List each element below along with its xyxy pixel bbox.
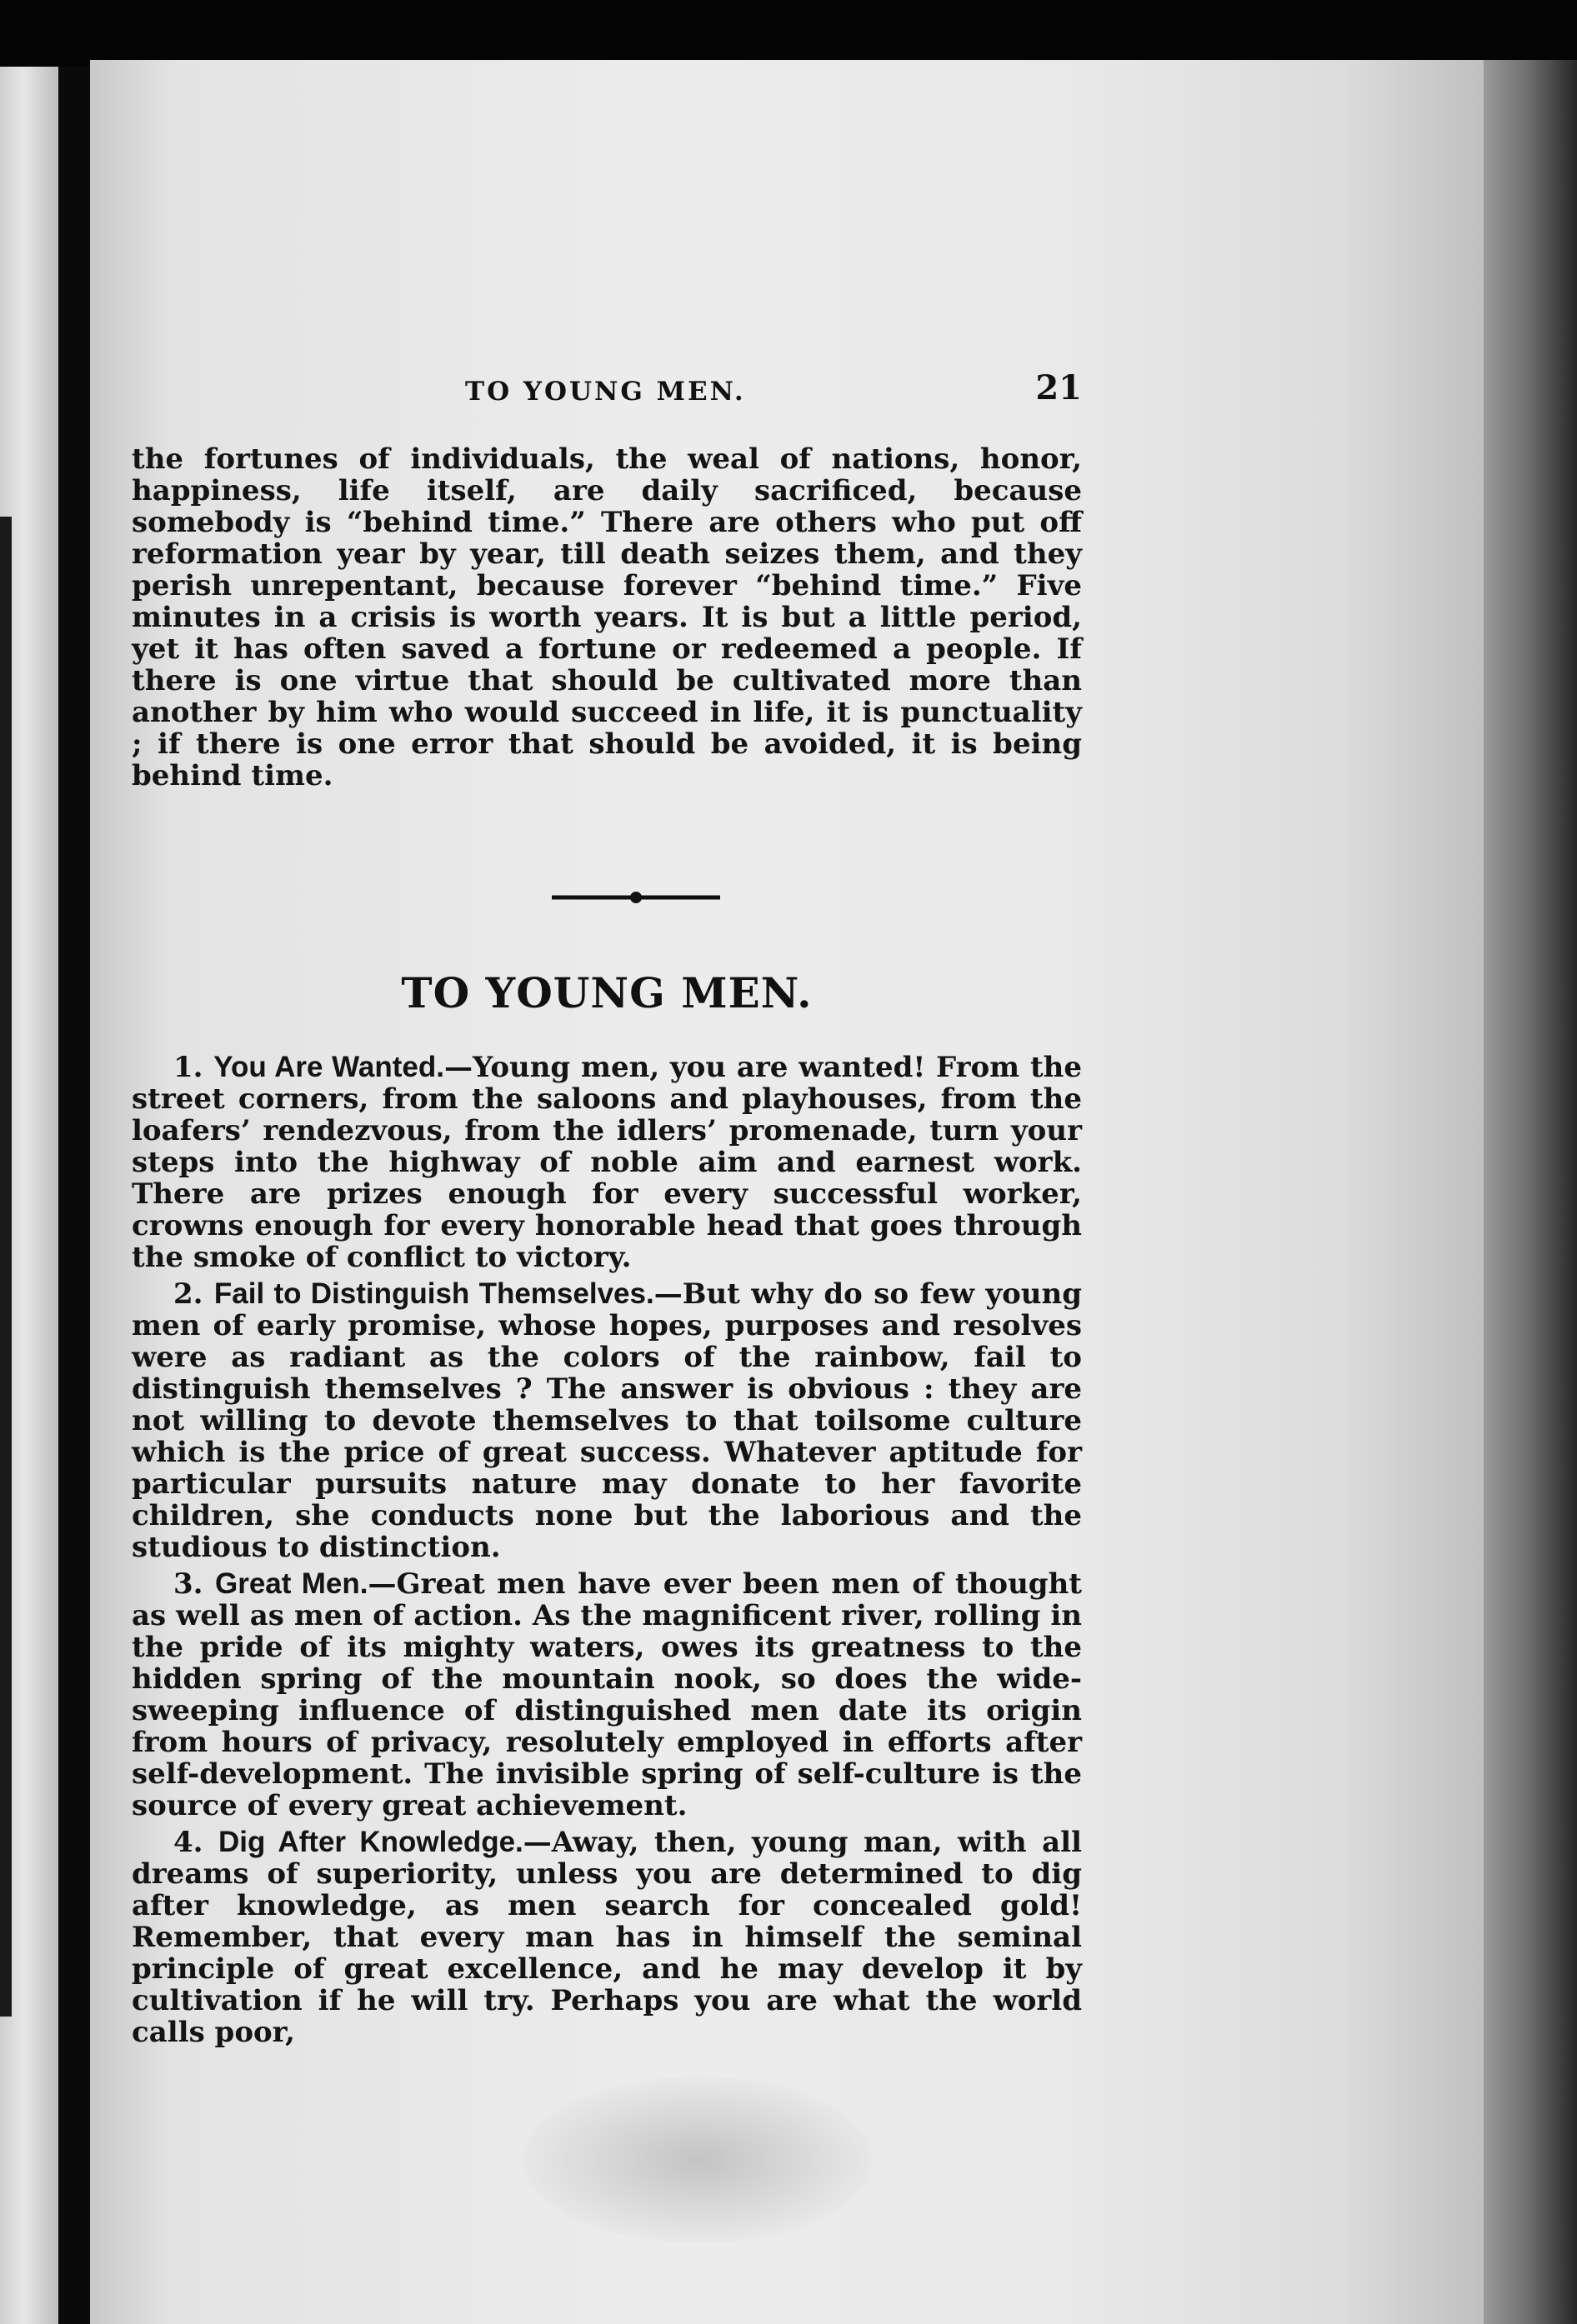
paragraph-heading: You Are Wanted. [213, 1051, 444, 1083]
paragraph-heading: Dig After Knowledge. [218, 1826, 523, 1858]
paragraph-3 [132, 1568, 1082, 1822]
book-gutter [58, 67, 90, 2324]
paragraph-heading: Great Men. [214, 1567, 368, 1600]
running-head [132, 368, 1082, 435]
paragraph-number: 4. [173, 1826, 203, 1859]
paragraph-1 [132, 1052, 1082, 1273]
adjacent-page-print-mark [0, 517, 12, 2017]
page-right-edge-shadow [1484, 60, 1577, 2324]
section-title: TO YOUNG MEN. [401, 968, 813, 1017]
section-body [132, 1052, 1082, 2053]
ink-smudge [523, 2077, 874, 2243]
adjacent-page-edge [0, 67, 58, 2324]
paragraph-text: —Away, then, young man, with all dreams of superiority, unless you are determined to dig after knowledge, as men search for concealed gold! Remember, that every man has in himself the seminal principle of great excellence, and he may develop it by cultivation if he will try. Perhaps you are what the world calls poor, [132, 1826, 1082, 2049]
paragraph-text: —But why do so few young men of early promise, whose hopes, purposes and resolves were as radiant as the colors of the rainbow, fail to distinguish themselves ? The answer is obvious : they are not willing to devote themselves to that toilsome culture which is the price of great success. Whatever aptitude for particular pursuits nature may donate to her favorite children, she conducts none but the laborious and the studious to distinction. [132, 1277, 1082, 1564]
paragraph-number: 3. [173, 1567, 203, 1601]
paragraph-text: —Great men have ever been men of thought as well as men of action. As the magnificent river, rolling in the pride of its mighty waters, owes its greatness to the hidden spring of the mountain nook, so does the wide-sweeping influence of distinguished men date its origin from hours of privacy, resolutely employed in efforts after self-development. The invisible spring of self-culture is the source of every great achievement. [132, 1567, 1082, 1822]
page-number: 21 [1035, 368, 1082, 407]
paragraph-heading: Fail to Distinguish Themselves. [213, 1277, 654, 1310]
paragraph-text: —Young men, you are wanted! From the street corners, from the saloons and playhouses, from the loafers’ rendezvous, from the idlers’ promenade, turn your steps into the highway of noble aim and earnest work. There are prizes enough for every successful worker, crowns enough for every honorable head that goes through the smoke of conflict to victory. [132, 1051, 1082, 1274]
continued-paragraph [132, 443, 1082, 792]
paragraph-number: 1. [173, 1051, 203, 1084]
book-page [90, 60, 1484, 2324]
paragraph-4 [132, 1827, 1082, 2048]
section-divider-ornament [548, 885, 723, 910]
running-title: TO YOUNG MEN. [465, 377, 746, 407]
continued-paragraph-text: the fortunes of individuals, the weal of nations, honor, happiness, life itself, are daily sacrificed, because somebody is “behind time.” There are others who put off reformation year by year, till death seizes them, and they perish unrepentant, because forever “behind time.” Five minutes in a crisis is worth years. It is but a little period, yet it has often saved a fortune or redeemed a people. If there is one virtue that should be cultivated more than another by him who would succeed in life, it is punctuality ; if there is one error that should be avoided, it is being behind time. [132, 442, 1082, 792]
paragraph-2 [132, 1278, 1082, 1563]
paragraph-number: 2. [173, 1277, 203, 1311]
